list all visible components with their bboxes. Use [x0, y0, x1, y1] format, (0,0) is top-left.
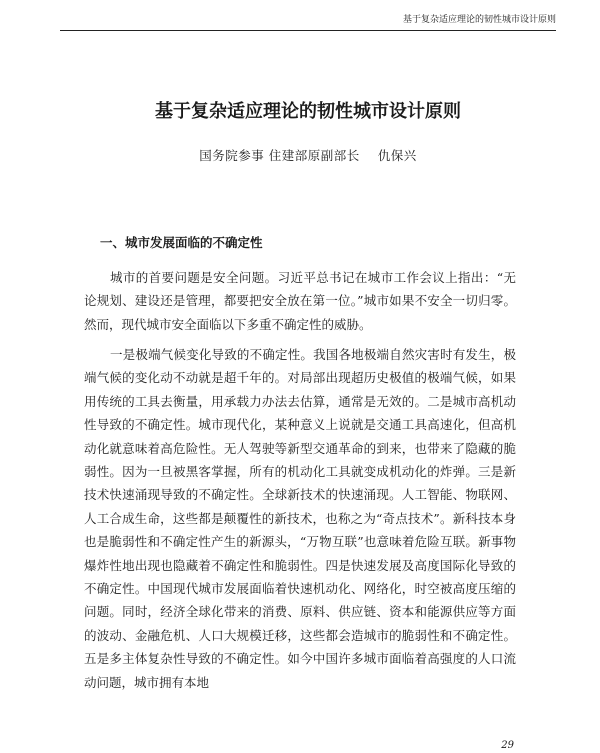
header-rule	[60, 30, 556, 31]
body-paragraph-2: 一是极端气候变化导致的不确定性。我国各地极端自然灾害时有发生，极端气候的变化动不动就是超千年的。对局部出现超历史极值的极端气候，如果用传统的工具去衡量，用承载力办法去估算，通常是无效的。二是城市高机动性导致的不确定性。城市现代化，某种意义上说就是交通工具高速化，但高机动化就意味着高危险性。无人驾驶等新型交通革命的到来，也带来了隐藏的脆弱性。因为一旦被黑客掌握，所有的机动化工具就变成机动化的炸弹。三是新技术快速涌现导致的不确定性。全球新技术的快速涌现。人工智能、物联网、人工合成生命，这些都是颠覆性的新技术，也称之为“奇点技术”。新科技本身也是脆弱性和不确定性产生的新源头，“万物互联”也意味着危险互联。新事物爆炸性地出现也隐藏着不确定性和脆弱性。四是快速发展及高度国际化导致的不确定性。中国现代城市发展面临着快速机动化、网络化，时空被高度压缩的问题。同时，经济全球化带来的消费、原料、供应链、资本和能源供应等方面的波动、金融危机、人口大规模迁移，这些都会造城市的脆弱性和不确定性。五是多主体复杂性导致的不确定性。如今中国许多城市面临着高强度的人口流动问题，城市拥有本地	[84, 347, 516, 690]
running-header: 基于复杂适应理论的韧性城市设计原则	[402, 15, 556, 25]
section-heading: 一、城市发展面临的不确定性	[100, 235, 263, 250]
body-paragraph-1: 城市的首要问题是安全问题。习近平总书记在城市工作会议上指出：“无论规划、建设还是管理，都要把安全放在第一位。”城市如果不安全一切归零。然而，现代城市安全面临以下多重不确定性的威胁。	[84, 270, 516, 332]
author-role: 国务院参事 住建部原副部长	[199, 148, 360, 163]
article-title: 基于复杂适应理论的韧性城市设计原则	[155, 101, 461, 122]
author-name: 仇保兴	[377, 148, 417, 163]
byline	[60, 147, 556, 165]
page-number: 29	[501, 740, 514, 751]
